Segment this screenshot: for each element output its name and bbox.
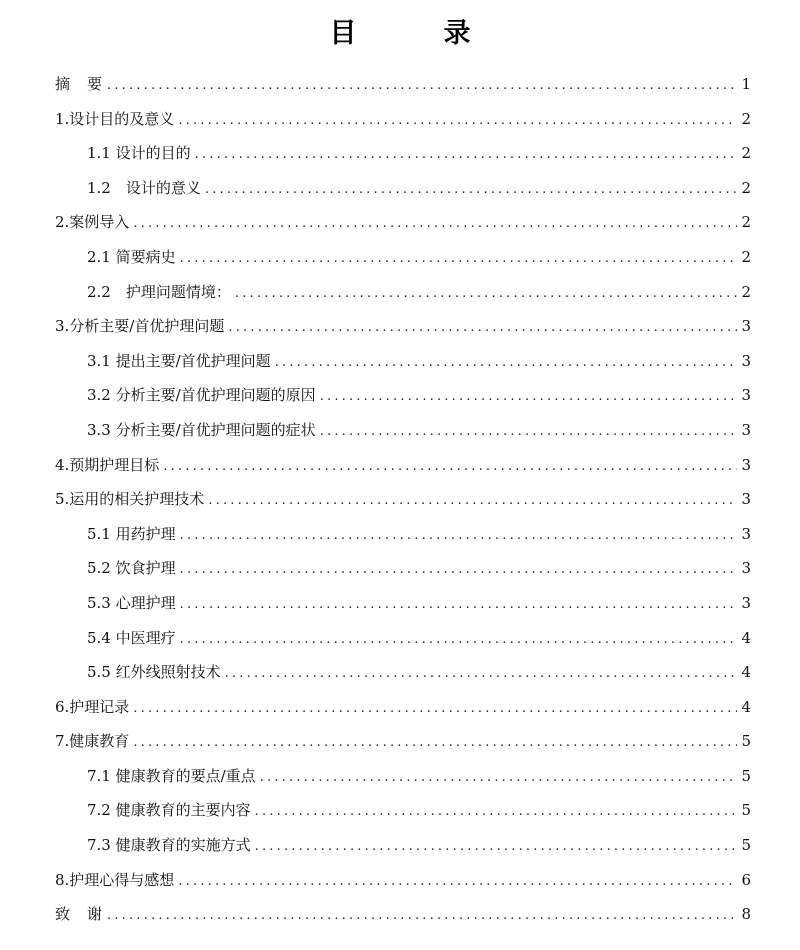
- dot-leader: [107, 69, 737, 104]
- dot-leader: [107, 899, 737, 934]
- toc-entry-section-7-2[interactable]: [0, 793, 800, 828]
- toc-entry-section-1[interactable]: [0, 102, 800, 137]
- toc-entry-section-6[interactable]: [0, 690, 800, 725]
- dot-leader: [180, 519, 737, 554]
- dot-leader: [180, 553, 737, 588]
- dot-leader: [260, 761, 737, 796]
- toc-entry-label: 7.健康教育: [55, 732, 130, 751]
- dot-leader: [228, 311, 737, 346]
- toc-entry-section-7[interactable]: [0, 724, 800, 759]
- toc-entry-page: 2: [741, 109, 751, 128]
- toc-entry-section-4[interactable]: [0, 448, 800, 483]
- dot-leader: [320, 415, 737, 450]
- toc-entry-label: 5.3 心理护理: [87, 593, 176, 612]
- dot-leader: [163, 450, 737, 485]
- toc-entry-section-1-1[interactable]: [0, 136, 800, 171]
- toc-entry-section-3-3[interactable]: [0, 413, 800, 448]
- toc-entry-page: 3: [741, 593, 751, 612]
- toc-entry-page: 6: [741, 870, 751, 889]
- dot-leader: [180, 588, 737, 623]
- toc-entry-section-2-2[interactable]: [0, 275, 800, 310]
- toc-entry-section-5-5[interactable]: [0, 655, 800, 690]
- toc-entry-page: 3: [741, 420, 751, 439]
- toc-entry-page: 4: [741, 628, 751, 647]
- toc-entry-page: 2: [741, 282, 751, 301]
- toc-entry-page: 8: [741, 905, 751, 924]
- toc-entry-label: 1.设计目的及意义: [55, 109, 175, 128]
- toc-entry-label: 3.3 分析主要/首优护理问题的症状: [87, 420, 316, 439]
- dot-leader: [255, 795, 737, 830]
- toc-entry-section-2[interactable]: [0, 205, 800, 240]
- dot-leader: [255, 830, 737, 865]
- dot-leader: [275, 346, 737, 381]
- toc-entry-label: 2.1 简要病史: [87, 247, 176, 266]
- toc-entry-page: 3: [741, 386, 751, 405]
- toc-entry-label: 5.1 用药护理: [87, 524, 176, 543]
- toc-entry-page: 5: [741, 732, 751, 751]
- toc-entry-section-5[interactable]: [0, 482, 800, 517]
- toc-entry-label: 致 谢: [55, 905, 104, 924]
- toc-entry-page: 4: [741, 663, 751, 682]
- dot-leader: [180, 623, 737, 658]
- toc-entry-label: 8.护理心得与感想: [55, 870, 175, 889]
- dot-leader: [178, 104, 737, 139]
- toc-entry-label: 摘 要: [55, 75, 104, 93]
- toc-entry-page: 3: [741, 524, 751, 543]
- toc-entry-label: 1.1 设计的目的: [87, 144, 191, 163]
- toc-entry-page: 3: [741, 317, 751, 336]
- toc-entry-section-2-1[interactable]: [0, 240, 800, 275]
- toc-entry-label: 3.2 分析主要/首优护理问题的原因: [87, 386, 316, 405]
- dot-leader: [225, 657, 737, 692]
- dot-leader: [235, 277, 737, 312]
- toc-entry-page: 3: [741, 490, 751, 509]
- dot-leader: [180, 242, 737, 277]
- toc-entry-page: 4: [741, 697, 751, 716]
- toc-entry-page: 1: [741, 75, 751, 93]
- toc-entry-label: 3.1 提出主要/首优护理问题: [87, 351, 271, 370]
- dot-leader: [133, 726, 737, 761]
- dot-leader: [178, 865, 737, 900]
- toc-entry-page: 3: [741, 351, 751, 370]
- toc-entry-section-8[interactable]: [0, 863, 800, 898]
- toc-title: 目 录: [329, 18, 501, 49]
- toc-entry-page: 2: [741, 247, 751, 266]
- toc-list: [0, 67, 800, 932]
- toc-entry-section-7-1[interactable]: [0, 759, 800, 794]
- dot-leader: [133, 692, 737, 727]
- toc-entry-section-1-2[interactable]: [0, 171, 800, 206]
- toc-entry-abstract[interactable]: [0, 67, 800, 102]
- toc-entry-label: 4.预期护理目标: [55, 455, 160, 474]
- toc-entry-label: 7.3 健康教育的实施方式: [87, 836, 251, 855]
- toc-entry-page: 5: [741, 836, 751, 855]
- toc-entry-label: 7.2 健康教育的主要内容: [87, 801, 251, 820]
- toc-entry-section-5-1[interactable]: [0, 517, 800, 552]
- toc-entry-label: 5.4 中医理疗: [87, 628, 176, 647]
- toc-entry-label: 1.2 设计的意义: [87, 178, 201, 197]
- toc-entry-label: 2.案例导入: [55, 213, 130, 232]
- dot-leader: [208, 484, 737, 519]
- toc-entry-section-3[interactable]: [0, 309, 800, 344]
- toc-entry-page: 3: [741, 455, 751, 474]
- toc-entry-page: 5: [741, 801, 751, 820]
- toc-entry-label: 2.2 护理问题情境：: [87, 282, 231, 301]
- toc-entry-page: 3: [741, 559, 751, 578]
- toc-entry-page: 2: [741, 213, 751, 232]
- toc-entry-section-7-3[interactable]: [0, 828, 800, 863]
- toc-entry-label: 3.分析主要/首优护理问题: [55, 317, 225, 336]
- toc-entry-acknowledgements[interactable]: [0, 897, 800, 932]
- dot-leader: [133, 207, 737, 242]
- toc-entry-section-5-4[interactable]: [0, 621, 800, 656]
- toc-entry-label: 5.运用的相关护理技术: [55, 490, 205, 509]
- dot-leader: [195, 138, 737, 173]
- toc-entry-section-5-2[interactable]: [0, 551, 800, 586]
- toc-entry-section-5-3[interactable]: [0, 586, 800, 621]
- toc-entry-section-3-1[interactable]: [0, 344, 800, 379]
- toc-entry-label: 5.5 红外线照射技术: [87, 663, 221, 682]
- toc-entry-label: 6.护理记录: [55, 697, 130, 716]
- toc-entry-section-3-2[interactable]: [0, 378, 800, 413]
- dot-leader: [320, 380, 737, 415]
- toc-entry-label: 7.1 健康教育的要点/重点: [87, 766, 256, 785]
- toc-entry-page: 2: [741, 144, 751, 163]
- toc-entry-page: 2: [741, 178, 751, 197]
- dot-leader: [205, 173, 737, 208]
- toc-entry-page: 5: [741, 766, 751, 785]
- toc-entry-label: 5.2 饮食护理: [87, 559, 176, 578]
